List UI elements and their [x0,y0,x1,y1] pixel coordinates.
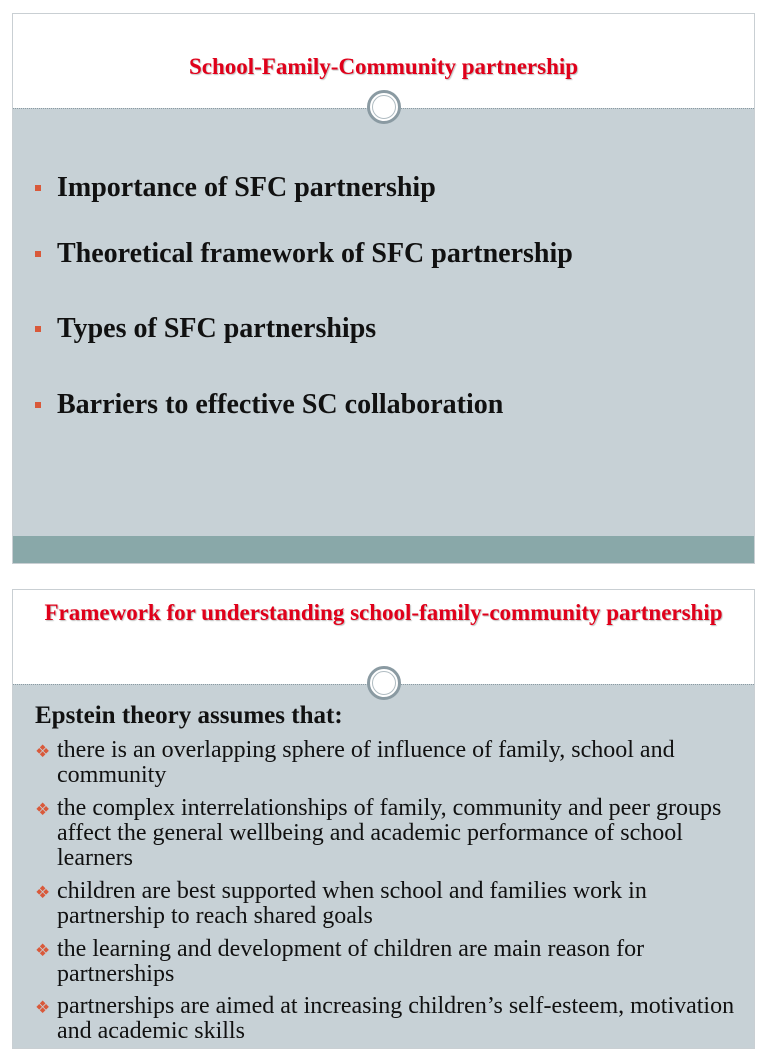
square-bullet-icon [35,251,41,257]
diamond-bullet-icon: ❖ [35,742,51,761]
slide-2-title: Framework for understanding school-family-community partnership [44,600,723,625]
slide-1: School-Family-Community partnership Importance of SFC partnership Theoretical framework of SFC partnership Types of SFC partnerships Barriers to effective SC collaboration [12,13,755,564]
diamond-bullet-icon: ❖ [35,941,51,960]
diamond-bullet-icon: ❖ [35,998,51,1017]
square-bullet-icon [35,326,41,332]
slide-1-footer-band [13,536,754,563]
square-bullet-icon [35,185,41,191]
diamond-bullet-icon: ❖ [35,800,51,819]
slide-2-intro: Epstein theory assumes that: [35,702,343,729]
diamond-bullet-icon: ❖ [35,883,51,902]
slide-2: Framework for understanding school-family-community partnership Epstein theory assumes that: ❖ there is an overlapping sphere of influence of family, school and community ❖ the complex interrelationships of family, community and peer groups affect the general wellbeing and academic performance of school learners ❖ children are best supported when school and families work in partnership to reach shared goals ❖ the learning and development of children are main reason for partnerships ❖ partnerships are aimed at increasing children’s self-esteem, motivation and academic skills [12,589,755,1049]
divider-circle-ornament [367,90,401,124]
divider-circle-ornament [367,666,401,700]
square-bullet-icon [35,402,41,408]
slide-1-title: School-Family-Community partnership [188,54,579,79]
